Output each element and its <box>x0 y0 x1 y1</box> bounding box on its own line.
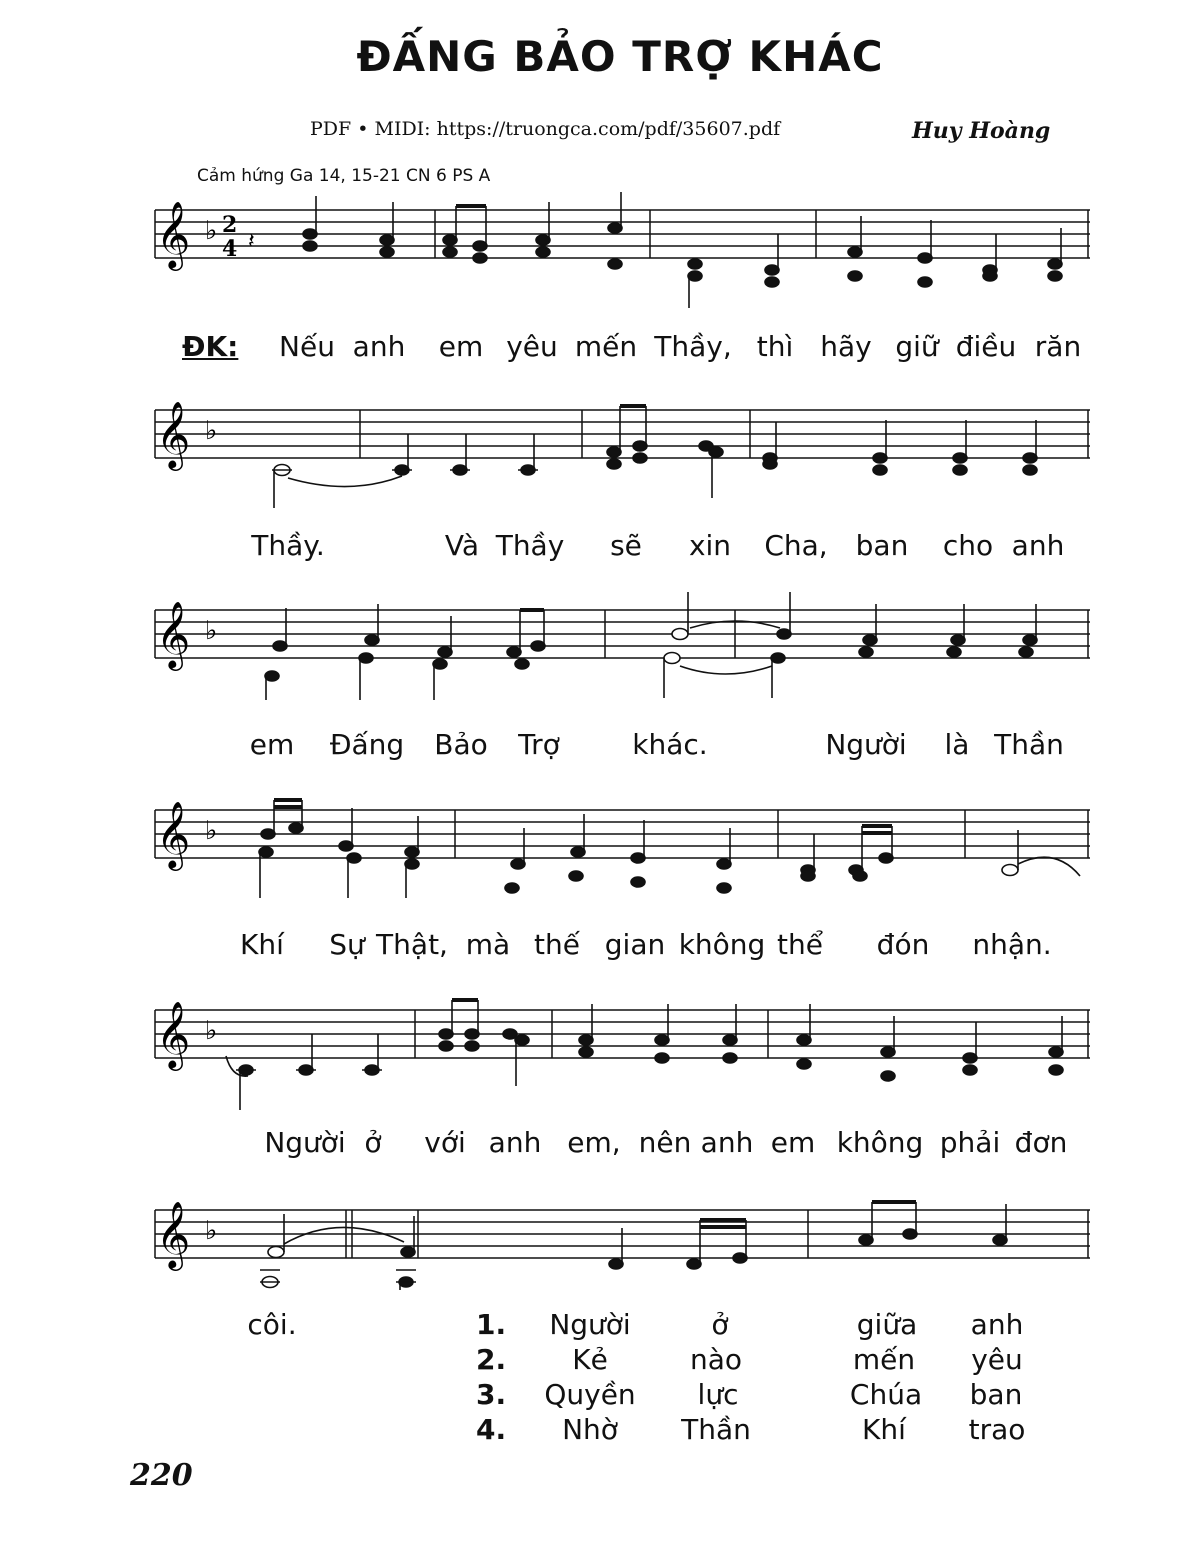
lyric-syllable: ban <box>855 529 909 562</box>
lyric-syllable: anh <box>352 330 406 363</box>
lyric-syllable: không <box>836 1126 924 1159</box>
verse-word: Chúa <box>849 1378 923 1411</box>
lyric-syllable: đón <box>876 928 930 961</box>
lyric-syllable: Thầy, <box>654 330 732 363</box>
verse-word: Người <box>549 1308 631 1341</box>
lyric-syllable: cho <box>942 529 994 562</box>
refrain-label: ĐK: <box>182 330 239 363</box>
lyric-syllable: Đấng <box>329 728 405 761</box>
verse-word: lực <box>697 1378 739 1411</box>
verse-word: yêu <box>971 1343 1023 1376</box>
verse-word: giữa <box>856 1308 918 1341</box>
lyric-syllable: là <box>944 728 970 761</box>
lyric-syllable: răn <box>1034 330 1082 363</box>
flat-icon: ♭ <box>205 1016 218 1046</box>
verse-word: anh <box>970 1308 1024 1341</box>
lyric-syllable: đơn <box>1014 1126 1068 1159</box>
lyric-syllable: nhận. <box>972 928 1052 961</box>
time-sig-top: 2 <box>222 212 238 238</box>
lyric-syllable: Thần <box>994 728 1064 761</box>
song-title: ĐẤNG BẢO TRỢ KHÁC <box>356 32 884 81</box>
lyric-syllable: xin <box>688 529 732 562</box>
verse-word: Khí <box>862 1413 906 1446</box>
lyric-syllable: phải <box>939 1126 1001 1159</box>
lyric-syllable: Thầy. <box>251 529 325 562</box>
treble-clef-icon: 𝄞 <box>156 600 191 668</box>
verse-word: nào <box>689 1343 743 1376</box>
lyric-syllable: thể <box>777 928 823 961</box>
time-sig-bottom: 4 <box>222 236 238 262</box>
lyric-syllable: ở <box>364 1126 382 1159</box>
lyric-syllable: Nếu <box>279 330 335 363</box>
page-number: 220 <box>130 1458 193 1493</box>
staff-3 <box>150 590 1090 730</box>
flat-icon: ♭ <box>205 1216 218 1246</box>
lyric-syllable: gian <box>604 928 666 961</box>
lyric-syllable: anh <box>700 1126 754 1159</box>
verse-word: Thần <box>681 1413 751 1446</box>
lyric-syllable: điều <box>955 330 1017 363</box>
lyric-syllable: em <box>249 728 295 761</box>
verse-number: 3. <box>476 1378 507 1411</box>
verse-word: Nhờ <box>562 1413 618 1446</box>
lyric-syllable: em <box>770 1126 816 1159</box>
verse-word: Quyền <box>544 1378 636 1411</box>
flat-icon: ♭ <box>205 816 218 846</box>
scripture-reference: Cảm hứng Ga 14, 15-21 CN 6 PS A <box>197 166 491 186</box>
lyric-syllable: khác. <box>632 728 708 761</box>
author-name: Huy Hoàng <box>912 118 1051 144</box>
verse-number: 4. <box>476 1413 507 1446</box>
treble-clef-icon: 𝄞 <box>156 400 191 468</box>
treble-clef-icon: 𝄞 <box>156 200 191 268</box>
staff-1 <box>150 190 1090 330</box>
lyric-syllable: Và <box>444 529 480 562</box>
verse-number: 2. <box>476 1343 507 1376</box>
lyric-syllable: Thầy <box>495 529 565 562</box>
staff-5 <box>150 990 1090 1130</box>
treble-clef-icon: 𝄞 <box>156 800 191 868</box>
lyric-syllable: thì <box>756 330 794 363</box>
lyric-syllable: yêu <box>506 330 558 363</box>
lyric-syllable: Người <box>264 1126 346 1159</box>
flat-icon: ♭ <box>205 216 218 246</box>
verse-word: Kẻ <box>572 1343 608 1376</box>
lyric-syllable: mà <box>465 928 511 961</box>
lyric-syllable: em <box>438 330 484 363</box>
staff-4 <box>150 790 1090 930</box>
source-link[interactable]: PDF • MIDI: https://truongca.com/pdf/35607.pdf <box>310 118 781 140</box>
lyric-syllable: Sự <box>329 928 365 961</box>
lyric-syllable: giữ <box>895 330 939 363</box>
lyric-syllable: Khí <box>240 928 284 961</box>
lyric-syllable: Cha, <box>764 529 828 562</box>
flat-icon: ♭ <box>205 616 218 646</box>
lyric-syllable: nên <box>638 1126 692 1159</box>
staff-2 <box>150 390 1090 530</box>
lyric-syllable: Trợ <box>518 728 560 761</box>
flat-icon: ♭ <box>205 416 218 446</box>
lyric-syllable: sẽ <box>610 529 642 562</box>
lyric-syllable: Thật, <box>376 928 448 961</box>
rest-icon: 𝄽 <box>248 229 255 254</box>
lyric-syllable: không <box>678 928 766 961</box>
treble-clef-icon: 𝄞 <box>156 1000 191 1068</box>
lyric-syllable: em, <box>567 1126 621 1159</box>
lyric-syllable: với <box>424 1126 466 1159</box>
lyric-syllable: Người <box>825 728 907 761</box>
treble-clef-icon: 𝄞 <box>156 1200 191 1268</box>
lyric-syllable: mến <box>574 330 638 363</box>
verse-word: ban <box>969 1378 1023 1411</box>
verse-word: trao <box>968 1413 1026 1446</box>
verse-number: 1. <box>476 1308 507 1341</box>
lyric-syllable: Bảo <box>434 728 488 761</box>
lyric-syllable: hãy <box>820 330 872 363</box>
lyric-syllable: anh <box>488 1126 542 1159</box>
verse-word: ở <box>711 1308 729 1341</box>
lyric-syllable: thế <box>534 928 580 961</box>
verse-word: mến <box>852 1343 916 1376</box>
lyric-syllable: anh <box>1011 529 1065 562</box>
lyric-syllable: côi. <box>247 1308 297 1341</box>
